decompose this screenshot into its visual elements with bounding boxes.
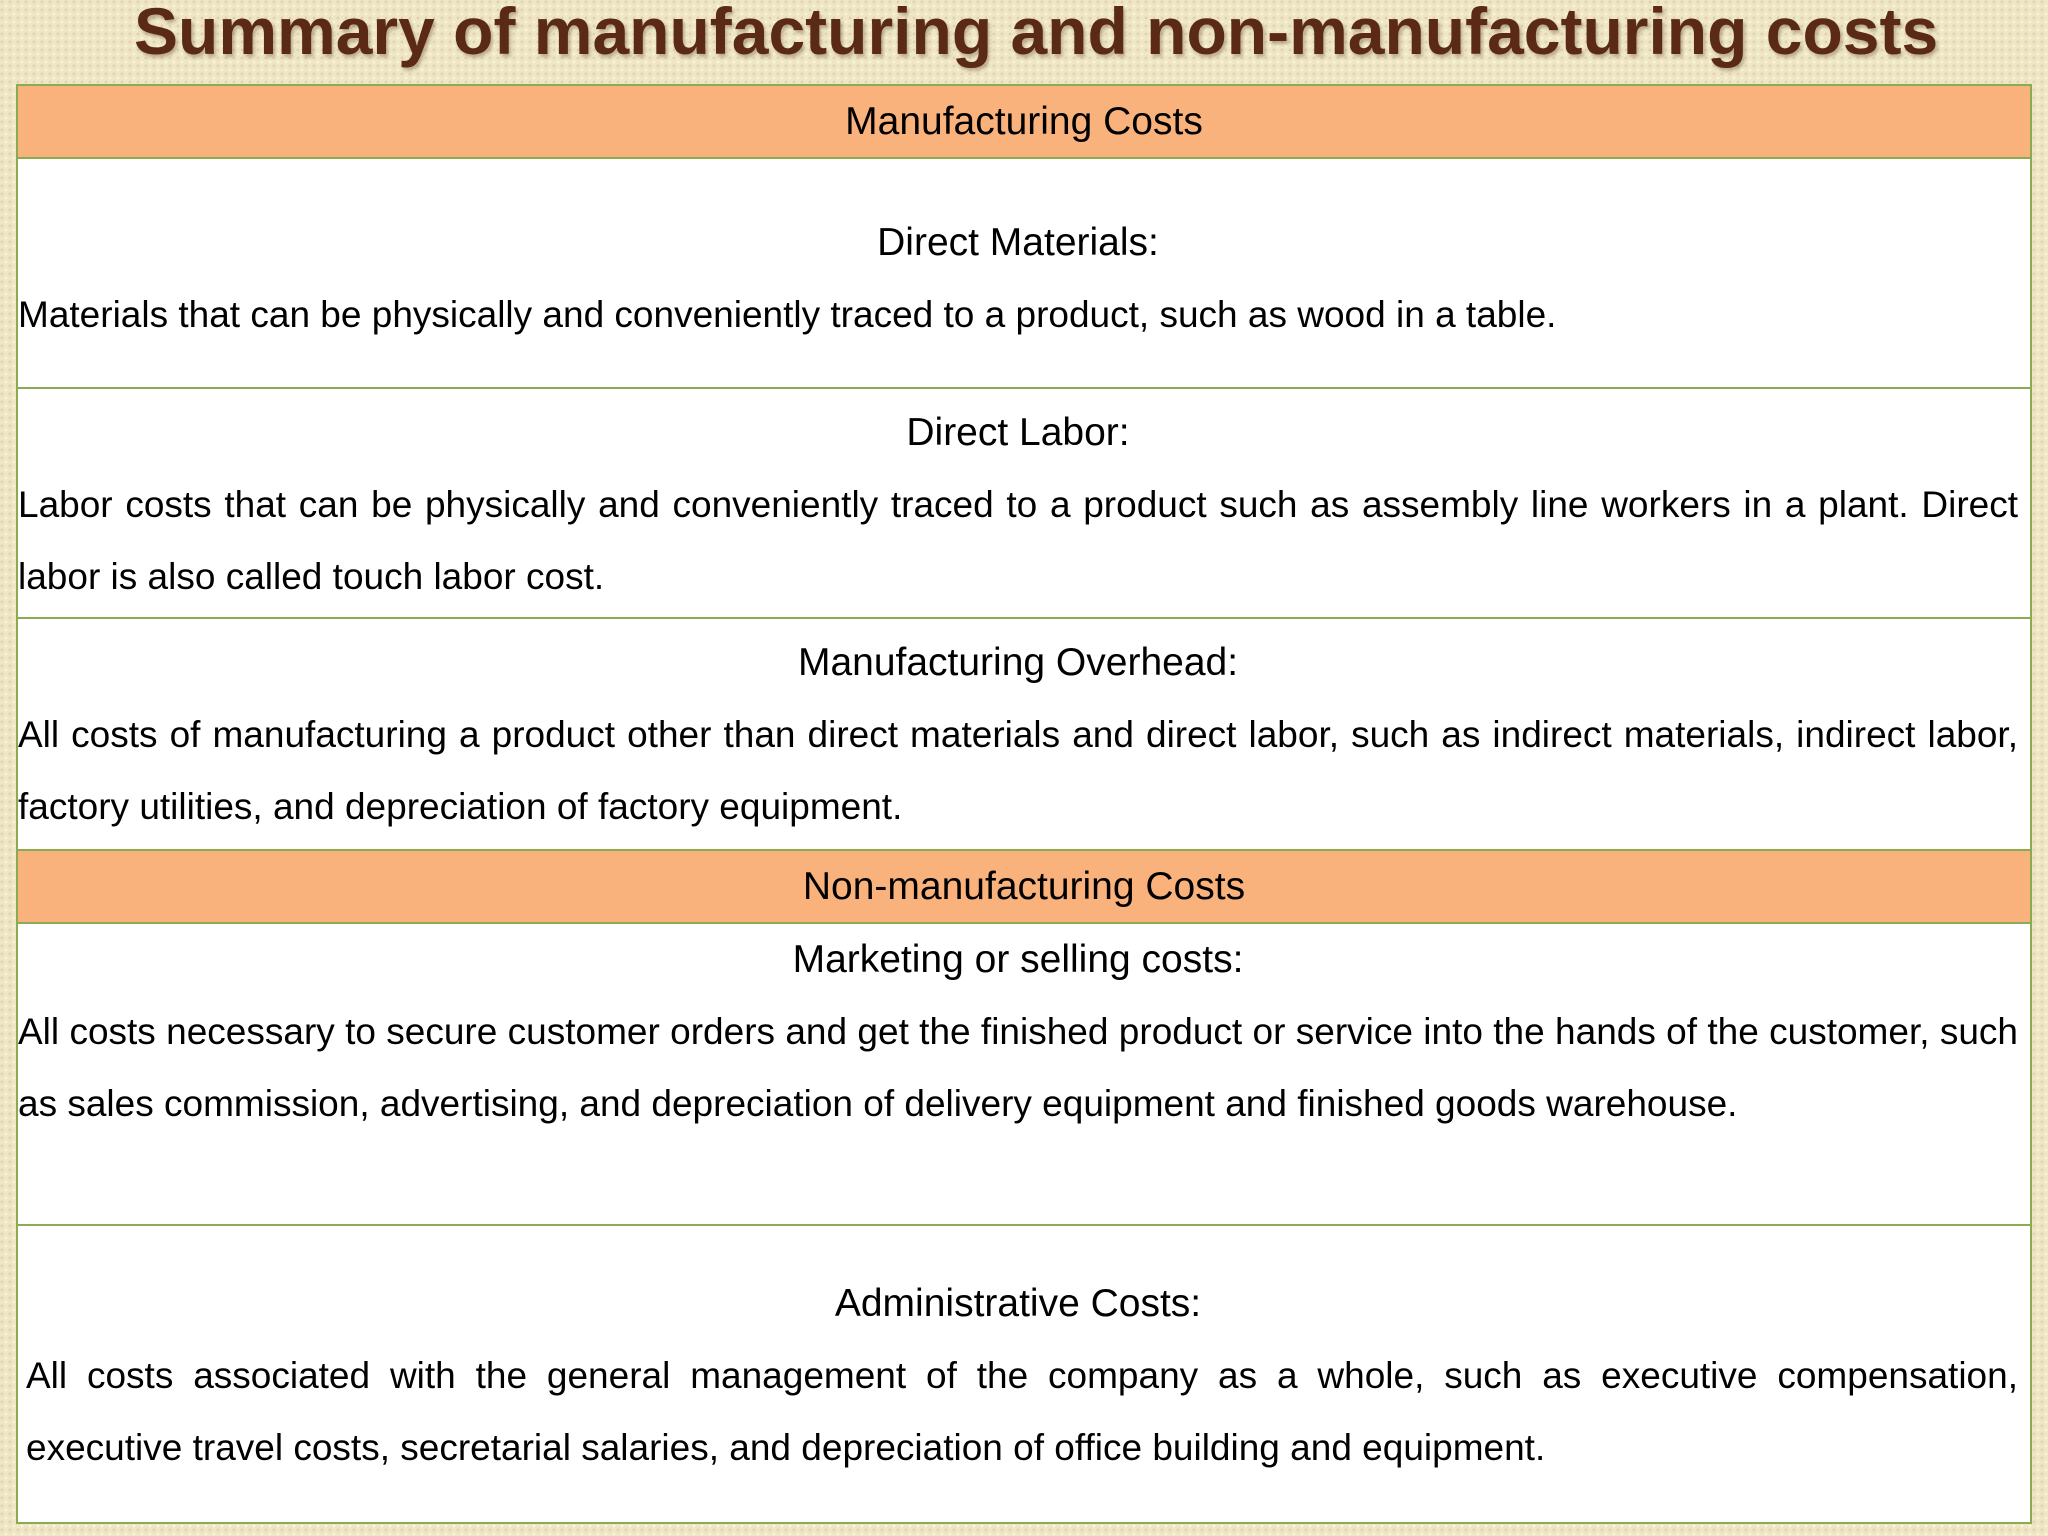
row-manufacturing-overhead	[18, 619, 2030, 851]
section-header-label: Manufacturing Costs	[845, 100, 1203, 143]
row-direct-materials	[18, 159, 2030, 389]
row-heading: Direct Materials:	[877, 221, 1159, 264]
row-heading: Marketing or selling costs:	[792, 938, 1244, 981]
row-description: Labor costs that can be physically and conveniently traced to a product such as assembly line workers in a plant. Direct labor is also called touch labor cost.	[18, 484, 2018, 597]
section-header-manufacturing	[18, 86, 2030, 159]
row-heading: Administrative Costs:	[834, 1282, 1202, 1325]
row-direct-labor	[18, 389, 2030, 619]
row-marketing-selling-costs	[18, 924, 2030, 1226]
section-header-non-manufacturing	[18, 851, 2030, 924]
row-description: All costs necessary to secure customer orders and get the finished product or service into the hands of the customer, such as sales commission, advertising, and depreciation of delivery equipment and finished goods warehouse.	[18, 1011, 2018, 1124]
row-description: All costs of manufacturing a product other than direct materials and direct labor, such as indirect materials, indirect labor, factory utilities, and depreciation of factory equipment.	[18, 714, 2018, 827]
cost-summary-table	[16, 84, 2032, 1524]
row-heading: Direct Labor:	[906, 411, 1130, 454]
row-description: All costs associated with the general management of the company as a whole, such as executive compensation, executive travel costs, secretarial salaries, and depreciation of office building and equipment.	[26, 1355, 2018, 1468]
row-administrative-costs	[18, 1226, 2030, 1522]
row-heading: Manufacturing Overhead:	[797, 641, 1239, 684]
page-title: Summary of manufacturing and non-manufacturing costs	[134, 0, 1939, 68]
row-description: Materials that can be physically and conveniently traced to a product, such as wood in a table.	[18, 294, 1557, 335]
section-header-label: Non-manufacturing Costs	[802, 865, 1246, 908]
